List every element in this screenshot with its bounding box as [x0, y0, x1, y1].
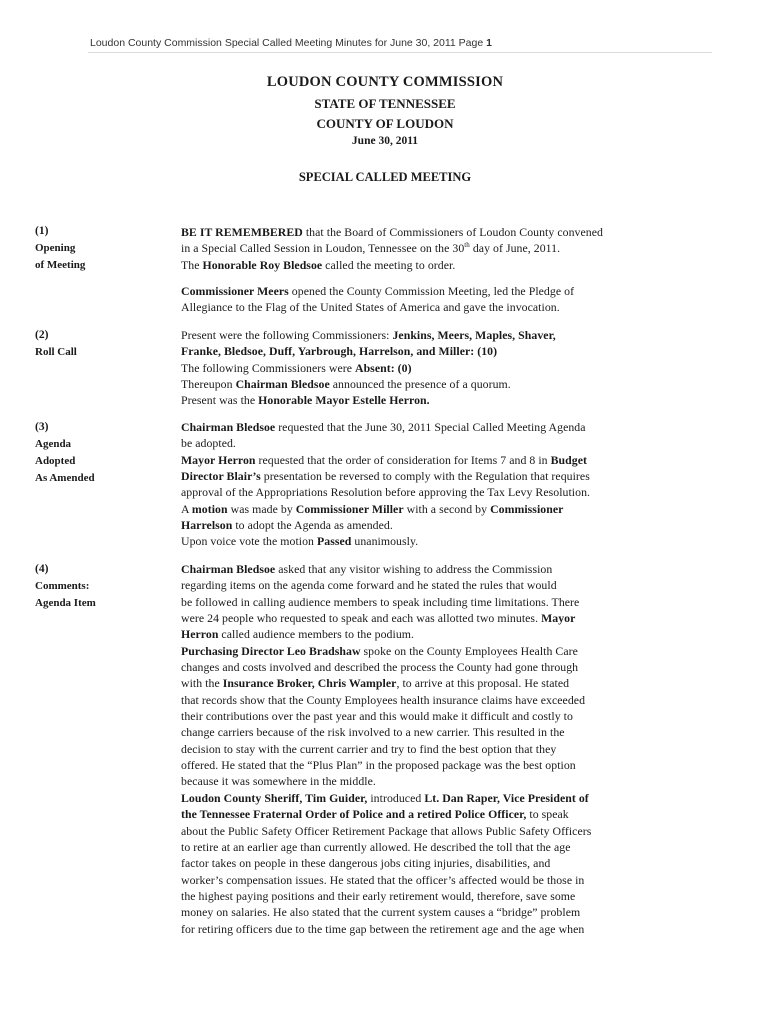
section-4-label-line: Agenda Item	[35, 597, 96, 609]
text-line: about the Public Safety Officer Retirement Package that allows Public Safety Officers	[181, 823, 592, 838]
text-line: Allegiance to the Flag of the United States of America and gave the invocation.	[181, 300, 560, 315]
section-3-agenda	[181, 419, 741, 550]
section-1-number: (1)	[35, 225, 49, 237]
text-run: requested that the order of consideration for Items 7 and 8 in	[255, 452, 551, 467]
text-run: Present were the following Commissioners:	[181, 328, 393, 342]
page-number: 1	[486, 37, 492, 49]
section-1-label	[35, 223, 165, 274]
text-run: Present was the	[181, 393, 259, 408]
text-run: that the Board of Commissioners of Loudon County convened	[302, 225, 603, 239]
section-3-label	[35, 419, 165, 487]
bold-phrase: Jenkins, Meers, Maples, Shaver,	[392, 328, 556, 342]
section-4-number: (4)	[35, 563, 49, 575]
text-run: with the	[181, 676, 223, 691]
text-run: unanimously.	[351, 534, 419, 549]
text-run: A	[181, 501, 192, 516]
bold-phrase: Commissioner Miller	[295, 501, 404, 516]
text-run: spoke on the County Employees Health Care	[360, 643, 578, 658]
section-3-number: (3)	[35, 421, 49, 433]
bold-phrase: Insurance Broker, Chris Wampler	[222, 676, 397, 691]
bold-phrase: Herron	[181, 627, 219, 642]
bold-phrase: Franke, Bledsoe, Duff, Yarbrough, Harrelson, and Miller: (10)	[181, 344, 498, 359]
bold-phrase: Commissioner	[490, 501, 564, 516]
text-run: , to arrive at this proposal. He stated	[396, 676, 570, 691]
text-run: The following Commissioners were	[181, 360, 355, 375]
bold-phrase: Budget	[550, 452, 587, 467]
section-3-label-line: Adopted	[35, 455, 76, 467]
meeting-date: June 30, 2011	[351, 135, 419, 147]
text-line: for retiring officers due to the time gap between the retirement age and the age when	[181, 921, 585, 936]
text-run: called audience members to the podium.	[218, 627, 414, 642]
bold-phrase: Honorable Mayor Estelle Herron.	[258, 393, 430, 408]
text-line: offered. He stated that the “Plus Plan” in the proposed package was the best option	[181, 758, 576, 773]
text-run: day of June, 2011.	[469, 241, 561, 256]
state-title: STATE OF TENNESSEE	[314, 96, 456, 111]
section-1-label-line: Opening	[35, 242, 76, 254]
text-run: with a second by	[403, 501, 491, 516]
text-line: that records show that the County Employees health insurance claims have exceeded	[181, 692, 586, 707]
bold-phrase: Loudon County Sheriff, Tim Guider,	[181, 790, 368, 805]
text-run: requested that the June 30, 2011 Special Called Meeting Agenda	[275, 420, 586, 434]
text-run: opened the County Commission Meeting, led the Pledge of	[288, 284, 575, 298]
bold-phrase: Chairman Bledsoe	[181, 420, 276, 434]
text-run: Upon voice vote the motion	[181, 534, 318, 549]
text-line: worker’s compensation issues. He stated that the officer’s affected would be those in	[181, 872, 585, 887]
section-1-paragraph-2	[181, 283, 741, 316]
text-run: introduced	[367, 790, 425, 805]
text-line: decision to stay with the current carrier and try to find the best option that they	[181, 741, 557, 756]
section-4-comments	[181, 561, 741, 937]
text-line: the highest paying positions and their early retirement would, therefore, save some	[181, 888, 576, 903]
text-line: to retire at an earlier age than currently allowed. He described the toll that the age	[181, 839, 571, 854]
text-run: called the meeting to order.	[322, 257, 456, 272]
section-3-label-line: As Amended	[35, 472, 95, 484]
bold-phrase: Harrelson	[181, 518, 233, 533]
text-line: their contributions over the past year and this would make it difficult and costly to	[181, 709, 573, 724]
bold-phrase: Honorable Roy Bledsoe	[202, 257, 323, 272]
section-4-label-line: Comments:	[35, 580, 90, 592]
text-line: because it was somewhere in the middle.	[181, 774, 376, 789]
text-run: in a Special Called Session in Loudon, Tennessee on the 30	[181, 241, 465, 256]
header-divider	[88, 52, 712, 53]
bold-phrase: Purchasing Director Leo Bradshaw	[181, 643, 361, 658]
text-line: change carriers because of the risk involved to a new carrier. This resulted in the	[181, 725, 565, 740]
section-2-label-line: Roll Call	[35, 346, 77, 358]
bold-phrase: Chairman Bledsoe	[235, 377, 330, 392]
text-line: changes and costs involved and described the process the County had gone through	[181, 660, 579, 675]
bold-phrase: Passed	[317, 534, 352, 549]
bold-phrase: motion	[191, 501, 228, 516]
text-run: announced the presence of a quorum.	[329, 377, 511, 392]
text-line: factor takes on people in these dangerous jobs citing injuries, disabilities, and	[181, 856, 551, 871]
bold-phrase: BE IT REMEMBERED	[181, 225, 303, 239]
text-run: was made by	[227, 501, 296, 516]
ordinal-suffix: th	[464, 241, 470, 250]
text-line: be adopted.	[181, 436, 236, 451]
section-1-label-line: of Meeting	[35, 259, 86, 271]
section-2-number: (2)	[35, 329, 49, 341]
section-4-label	[35, 561, 165, 612]
section-1-paragraph-1	[181, 224, 741, 273]
text-run: Thereupon	[181, 377, 236, 392]
text-run: The	[181, 257, 203, 272]
text-line: be followed in calling audience members to speak including time limitations. There	[181, 594, 580, 609]
text-line: approval of the Appropriations Resolution before approving the Tax Levy Resolution.	[181, 485, 591, 500]
meeting-type: SPECIAL CALLED MEETING	[298, 170, 472, 184]
section-3-label-line: Agenda	[35, 438, 72, 450]
running-header-text: Loudon County Commission Special Called Meeting Minutes for June 30, 2011 Page	[90, 37, 487, 49]
document-title: LOUDON COUNTY COMMISSION	[266, 74, 504, 90]
bold-phrase: the Tennessee Fraternal Order of Police and a retired Police Officer,	[181, 807, 527, 822]
text-run: presentation be reversed to comply with the Regulation that requires	[260, 469, 590, 484]
running-header	[90, 37, 712, 49]
text-run: to adopt the Agenda as amended.	[232, 518, 393, 533]
section-2-label	[35, 327, 165, 361]
text-run: asked that any visitor wishing to address the Commission	[275, 562, 553, 576]
text-run: to speak	[526, 807, 569, 822]
bold-phrase: Chairman Bledsoe	[181, 562, 276, 576]
text-line: money on salaries. He also stated that the current system causes a “bridge” problem	[181, 905, 581, 920]
text-line: regarding items on the agenda come forward and he stated the rules that would	[181, 578, 557, 593]
section-2-roll-call	[181, 327, 741, 409]
county-title: COUNTY OF LOUDON	[316, 116, 454, 131]
bold-phrase: Director Blair’s	[181, 469, 261, 484]
bold-phrase: Absent: (0)	[355, 360, 412, 375]
bold-phrase: Mayor Herron	[181, 452, 256, 467]
bold-phrase: Mayor	[541, 611, 576, 626]
text-run: were 24 people who requested to speak and each was allotted two minutes.	[181, 611, 542, 626]
bold-phrase: Lt. Dan Raper, Vice President of	[424, 790, 589, 805]
bold-phrase: Commissioner Meers	[181, 284, 289, 298]
